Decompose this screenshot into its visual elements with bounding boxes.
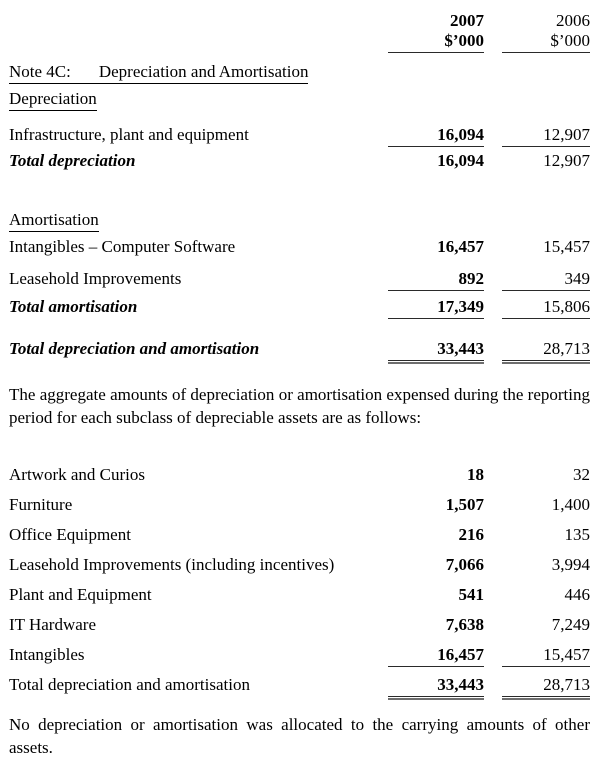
table-row: [9, 269, 590, 291]
value-2007: 33,443: [388, 675, 484, 697]
year-current-header: 2007: [450, 11, 484, 30]
table-row: [9, 465, 590, 484]
row-label: Leasehold Improvements (including incentives): [9, 555, 335, 574]
column-header-units: [9, 31, 590, 53]
row-label: Total depreciation and amortisation: [9, 675, 250, 694]
row-label: Artwork and Curios: [9, 465, 145, 484]
table-row-grand-total: [9, 339, 590, 361]
value-2006: 349: [502, 269, 590, 291]
row-label: Plant and Equipment: [9, 585, 152, 604]
value-2007: 16,094: [388, 125, 484, 147]
value-2007: 7,066: [445, 555, 484, 574]
table-row: [9, 237, 590, 256]
value-2006: 3,994: [551, 555, 590, 574]
row-label: Total depreciation: [9, 151, 136, 170]
row-label: Furniture: [9, 495, 73, 514]
table-row: [9, 525, 590, 544]
subclass-paragraph: The aggregate amounts of depreciation or amortisation expensed during the reporting period for each subclass of depreciable assets are as follows:: [9, 385, 590, 427]
value-2007: 33,443: [388, 339, 484, 361]
depreciation-section-heading: Depreciation: [9, 89, 97, 111]
value-2006: 12,907: [543, 151, 590, 170]
unit-prior-header: $’000: [502, 31, 590, 53]
value-2007: 216: [458, 525, 484, 544]
row-label: Leasehold Improvements: [9, 269, 182, 288]
value-2007: 892: [388, 269, 484, 291]
value-2006: 15,806: [502, 297, 590, 319]
column-header-years: [9, 11, 590, 30]
note-title: Depreciation and Amortisation: [98, 62, 309, 81]
amortisation-section-heading: Amortisation: [9, 210, 99, 232]
year-prior-header: 2006: [556, 11, 590, 30]
row-label: Office Equipment: [9, 525, 131, 544]
table-row-total: [9, 297, 590, 319]
value-2006: 15,457: [543, 237, 590, 256]
value-2007: 7,638: [445, 615, 484, 634]
value-2007: 16,457: [437, 237, 484, 256]
table-row-grand-total: [9, 675, 590, 697]
value-2006: 12,907: [502, 125, 590, 147]
table-row: [9, 615, 590, 634]
value-2006: 446: [564, 585, 590, 604]
value-2006: 15,457: [502, 645, 590, 667]
table-row: [9, 645, 590, 667]
amortisation-section-heading-row: [9, 210, 590, 232]
table-row: [9, 495, 590, 514]
row-label: Intangibles: [9, 645, 85, 664]
value-2007: 1,507: [445, 495, 484, 514]
value-2006: 7,249: [551, 615, 590, 634]
depreciation-section-heading-row: [9, 89, 590, 111]
table-row: [9, 585, 590, 604]
table-row-total: [9, 151, 590, 170]
other-assets-paragraph: No depreciation or amortisation was allocated to the carrying amounts of other assets.: [9, 715, 590, 757]
table-row: [9, 125, 590, 147]
row-label: Infrastructure, plant and equipment: [9, 125, 249, 144]
row-label: Total depreciation and amortisation: [9, 339, 260, 358]
row-label: Intangibles – Computer Software: [9, 237, 236, 256]
note-heading-row: [9, 62, 590, 84]
value-2007: 17,349: [388, 297, 484, 319]
note-number: Note 4C:: [9, 62, 71, 81]
value-2007: 16,094: [437, 151, 484, 170]
row-label: Total amortisation: [9, 297, 138, 316]
value-2006: 32: [573, 465, 590, 484]
value-2006: 28,713: [502, 339, 590, 361]
value-2007: 541: [458, 585, 484, 604]
value-2006: 135: [564, 525, 590, 544]
unit-current-header: $’000: [388, 31, 484, 53]
note-heading: [9, 62, 308, 84]
value-2006: 28,713: [502, 675, 590, 697]
value-2007: 16,457: [388, 645, 484, 667]
row-label: IT Hardware: [9, 615, 97, 634]
value-2007: 18: [467, 465, 484, 484]
value-2006: 1,400: [551, 495, 590, 514]
table-row: [9, 555, 590, 574]
